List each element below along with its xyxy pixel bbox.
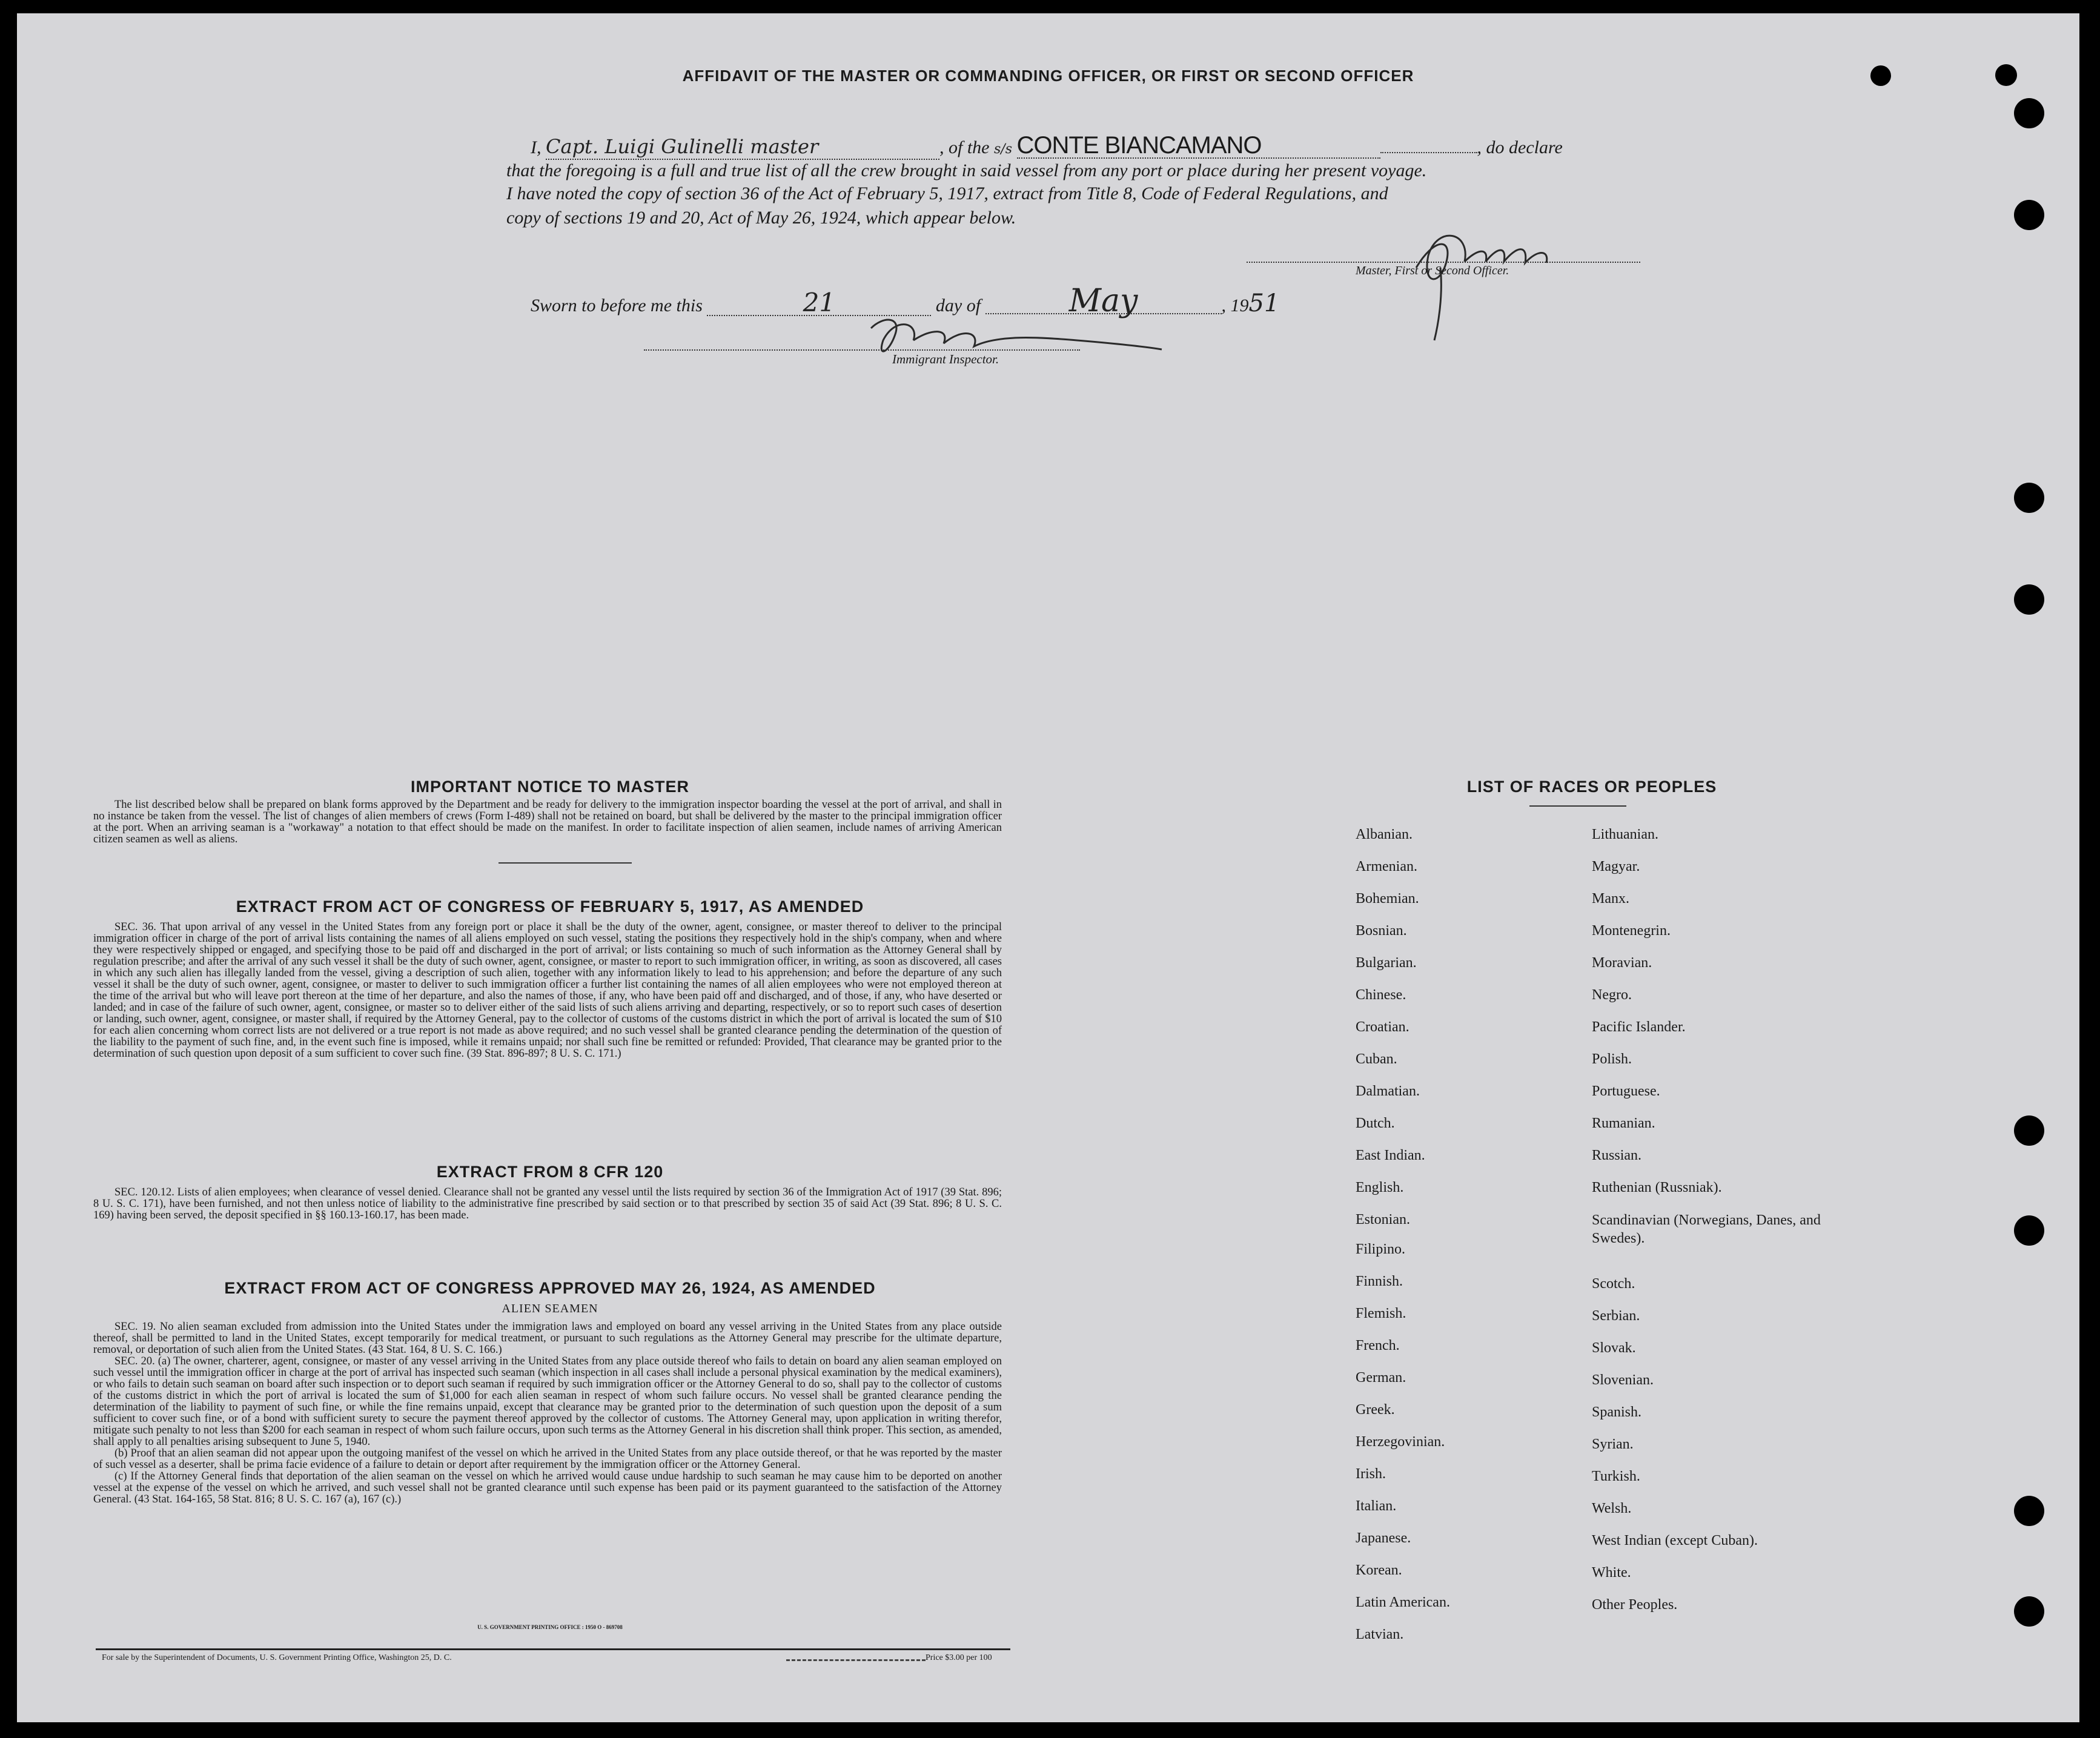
- race-item: Serbian.: [1592, 1308, 1640, 1324]
- race-item: West Indian (except Cuban).: [1592, 1533, 1758, 1548]
- race-item: Flemish.: [1356, 1306, 1406, 1321]
- races-title: LIST OF RACES OR PEOPLES: [1466, 778, 1717, 796]
- race-item: English.: [1356, 1180, 1404, 1195]
- extract-1924-title: EXTRACT FROM ACT OF CONGRESS APPROVED MAY 26, 1924, AS AMENDED: [224, 1279, 876, 1297]
- race-item: German.: [1356, 1370, 1406, 1386]
- affidavit-line-4: copy of sections 19 and 20, Act of May 26, 1924, which appear below.: [506, 208, 1016, 228]
- race-item: White.: [1592, 1565, 1631, 1581]
- race-item: French.: [1356, 1338, 1400, 1353]
- race-item: Moravian.: [1592, 955, 1652, 971]
- race-item: Scandinavian (Norwegians, Danes, and Swedes).: [1592, 1212, 1821, 1246]
- race-item: Portuguese.: [1592, 1083, 1660, 1099]
- race-item: Magyar.: [1592, 859, 1640, 874]
- race-item: Latvian.: [1356, 1627, 1404, 1642]
- sworn-line: Sworn to before me this 21 day of May , 1951: [531, 283, 1280, 319]
- signature-caption: Master, First or Second Officer.: [1356, 264, 1509, 277]
- document-page: [17, 13, 2079, 1722]
- race-item: Finnish.: [1356, 1274, 1403, 1289]
- notice-title: IMPORTANT NOTICE TO MASTER: [411, 778, 689, 796]
- footer-price: Price $3.00 per 100: [926, 1653, 992, 1662]
- extract-cfr-title: EXTRACT FROM 8 CFR 120: [436, 1163, 664, 1181]
- sworn-month-field: May: [985, 289, 1222, 314]
- inspector-caption: Immigrant Inspector.: [892, 352, 999, 366]
- race-item: Latin American.: [1356, 1594, 1450, 1610]
- race-item: Croatian.: [1356, 1019, 1409, 1035]
- gpo-imprint: U. S. GOVERNMENT PRINTING OFFICE : 1950 O - 869708: [477, 1624, 623, 1630]
- race-item: Turkish.: [1592, 1469, 1640, 1484]
- page-title: AFFIDAVIT OF THE MASTER OR COMMANDING OFFICER, OR FIRST OR SECOND OFFICER: [682, 67, 1414, 85]
- race-item: Chinese.: [1356, 987, 1406, 1003]
- punch-hole: [2014, 584, 2044, 615]
- race-item: Slovak.: [1592, 1340, 1636, 1356]
- race-item: Herzegovinian.: [1356, 1434, 1445, 1450]
- race-item: Pacific Islander.: [1592, 1019, 1686, 1035]
- extract-1917-title: EXTRACT FROM ACT OF CONGRESS OF FEBRUARY 5, 1917, AS AMENDED: [236, 897, 864, 916]
- master-name-field: Capt. Luigi Gulinelli master: [546, 134, 939, 160]
- race-item: Rumanian.: [1592, 1115, 1655, 1131]
- race-item: Polish.: [1592, 1051, 1632, 1067]
- race-item: Negro.: [1592, 987, 1632, 1003]
- race-item: Welsh.: [1592, 1501, 1632, 1516]
- punch-hole: [2014, 1215, 2044, 1246]
- race-item: Lithuanian.: [1592, 827, 1658, 842]
- extract-cfr-text: SEC. 120.12. Lists of alien employees; when clearance of vessel denied. Clearance shall not be granted any vessel until the lists required by section 36 of the Immigration Act of 1917 (39 Stat. 896; 8 U. S. C. 171), have been furnished, and not then unless notice of liability to the administrative fine prescribed by said section or to that prescribed by section 35 of said Act (39 Stat. 896; 8 U. S. C. 169) having been served, the deposit specified in §§ 160.13-160.17, has been made.: [93, 1186, 1002, 1221]
- race-item: Albanian.: [1356, 827, 1413, 842]
- race-item: Other Peoples.: [1592, 1597, 1678, 1613]
- affidavit-line-1: I, Capt. Luigi Gulinelli master , of the s/s CONTE BIANCAMANO , do declare: [531, 132, 1563, 159]
- races-right-column: [1592, 819, 1907, 1621]
- race-item: Greek.: [1356, 1402, 1395, 1418]
- master-signature: [1380, 213, 1634, 346]
- race-item: Filipino.: [1356, 1241, 1406, 1257]
- affidavit-line-2: that the foregoing is a full and true list of all the crew brought in said vessel from any port or place during her present voyage.: [506, 160, 1427, 180]
- race-item: Bohemian.: [1356, 891, 1419, 907]
- punch-hole: [2014, 1496, 2044, 1526]
- race-item: Italian.: [1356, 1498, 1397, 1514]
- race-item: Russian.: [1592, 1148, 1642, 1163]
- punch-hole: [2014, 1115, 2044, 1146]
- race-item: Cuban.: [1356, 1051, 1397, 1067]
- race-item: Scotch.: [1592, 1276, 1635, 1292]
- races-left-column: [1356, 819, 1580, 1651]
- race-item: Armenian.: [1356, 859, 1417, 874]
- extract-1917-text: SEC. 36. That upon arrival of any vessel in the United States from any foreign port or place it shall be the duty of the owner, agent, consignee, or master thereof to deliver to the principal immigration officer in charge of the port of arrival lists containing the names of all aliens employed on such vessel, stating the positions they respectively hold in the ship's company, when and where they were respectively shipped or engaged, and specifying those to be paid off and discharged in the port of arrival; or lists containing so much of such information as the Attorney General shall by regulation prescribe; and after the arrival of any such vessel it shall be the duty of such owner, agent, consignee, or master to report to such immigration officer, in writing, as soon as discovered, all cases in which any such alien has illegally landed from the vessel, giving a description of such alien, together with any information likely to lead to his apprehension; and before the departure of any such vessel it shall be the duty of such owner, agent, consignee, or master to deliver to such immigration officer a further list containing the names of all alien employees who were not employed thereon at the time of the arrival but who will leave port thereon at the time of her departure, and also the names of those, if any, who have been paid off and discharged, and of those, if any, who have deserted or landed; and in case of the failure of such owner, agent, consignee, or master so to deliver either of the said lists of such aliens arriving and departing, respectively, or so to report such cases of desertion or landing, such owner, agent, consignee, or master shall, if required by the Attorney General, pay to the collector of customs of the customs district in which the port of arrival is located the sum of $10 for each alien concerning whom correct lists are not delivered or a true report is not made as above required; and no such vessel shall be granted clearance pending the determination of the question of the liability to the payment of such fine, and, in the event such fine is imposed, while it remains unpaid; nor shall such fine be remitted or refunded: Provided, That clearance may be granted prior to the determination of such question upon deposit of a sum sufficient to cover such fine. (39 Stat. 896-897; 8 U. S. C. 171.): [93, 921, 1002, 1060]
- punch-hole: [2014, 483, 2044, 513]
- race-item: Japanese.: [1356, 1530, 1411, 1546]
- vessel-name-field: CONTE BIANCAMANO: [1017, 133, 1380, 159]
- race-item: Ruthenian (Russniak).: [1592, 1180, 1722, 1195]
- sworn-day-field: 21: [707, 291, 931, 316]
- sworn-year-field: 51: [1248, 289, 1280, 317]
- race-item: Dutch.: [1356, 1115, 1395, 1131]
- race-item: Spanish.: [1592, 1404, 1642, 1420]
- extract-1924-subtitle: ALIEN SEAMEN: [502, 1302, 598, 1315]
- race-item: Estonian.: [1356, 1212, 1410, 1228]
- race-item: Slovenian.: [1592, 1372, 1654, 1388]
- race-item: Syrian.: [1592, 1436, 1634, 1452]
- race-item: Bulgarian.: [1356, 955, 1417, 971]
- race-item: Korean.: [1356, 1562, 1402, 1578]
- race-item: East Indian.: [1356, 1148, 1425, 1163]
- race-item: Dalmatian.: [1356, 1083, 1420, 1099]
- punch-hole: [2014, 1596, 2044, 1627]
- race-item: Bosnian.: [1356, 923, 1407, 939]
- race-item: Montenegrin.: [1592, 923, 1671, 939]
- punch-hole: [2014, 98, 2044, 128]
- race-item: Irish.: [1356, 1466, 1386, 1482]
- notice-text: The list described below shall be prepared on blank forms approved by the Department and be ready for delivery to the immigration inspector boarding the vessel at the port of arrival, and shall in no instance be taken from the vessel. The list of changes of alien members of crews (Form I-489) shall not be retained on board, but shall be delivered by the master to the principal immigration officer at the port. When an arriving seaman is a "workaway" a notation to that effect should be made on the manifest. In order to facilitate inspection of alien seamen, include names of arriving American citizen seamen as well as aliens.: [93, 799, 1002, 845]
- footer-sale: For sale by the Superintendent of Documents, U. S. Government Printing Office, Washington 25, D. C.: [102, 1653, 452, 1662]
- race-item: Manx.: [1592, 891, 1629, 907]
- punch-hole: [2014, 200, 2044, 230]
- affidavit-line-3: I have noted the copy of section 36 of the Act of February 5, 1917, extract from Title 8, Code of Federal Regulations, and: [506, 183, 1388, 203]
- extract-1924-text: SEC. 19. No alien seaman excluded from admission into the United States under the immigration laws and employed on board any vessel arriving in the United States from any place outside thereof, shall be permitted to land in the United States, except temporarily for medical treatment, or pursuant to such regulations as the Attorney General may prescribe for the ultimate departure, removal, or deportation of such alien from the United States. (43 Stat. 164, 8 U. S. C. 166.) SEC. 20. (a) The owner, charterer, agent, consignee, or master of any vessel arriving in the United States from any place outside thereof who fails to detain on board any alien seaman employed on such vessel until the immigration officer in charge at the port of arrival has inspected such seaman (which inspection in all cases shall include a personal physical examination by the medical examiners), or who fails to detain such seaman on board after such inspection or to deport such seaman if required by such immigration officer or the Attorney General to do so, shall pay to the collector of customs of the customs district in which the port of arrival is located the sum of $1,000 for each alien seaman in respect of whom such failure occurs. No vessel shall be granted clearance pending the determination of the liability to payment of such fine, or while the fine remains unpaid, except that clearance may be granted prior to the determination of such question upon the deposit of a sum sufficient to cover such fine, or of a bond with sufficient surety to secure the payment thereof approved by the collector of customs. The Attorney General may, upon application in writing therefor, mitigate such penalty to not less than $200 for each seaman in respect of whom such failure occurs, upon such terms as the Attorney General in his discretion shall think proper. This section, as amended, shall apply to all penalties arising subsequent to June 5, 1940. (b) Proof that an alien seaman did not appear upon the outgoing manifest of the vessel on which he arrived in the United States from any place outside thereof, or that he was reported by the master of such vessel as a deserter, shall be prima facie evidence of a failure to detain or deport after requirement by the immigration officer or the Attorney General. (c) If the Attorney General finds that deportation of the alien seaman on the vessel on which he arrived would cause undue hardship to such seaman he may cause him to be deported on another vessel at the expense of the vessel on which he arrived, and such vessel shall not be granted clearance until such expense has been paid or its payment guaranteed to the satisfaction of the Attorney General. (43 Stat. 164-165, 58 Stat. 816; 8 U. S. C. 167 (a), 167 (c).): [93, 1321, 1002, 1505]
